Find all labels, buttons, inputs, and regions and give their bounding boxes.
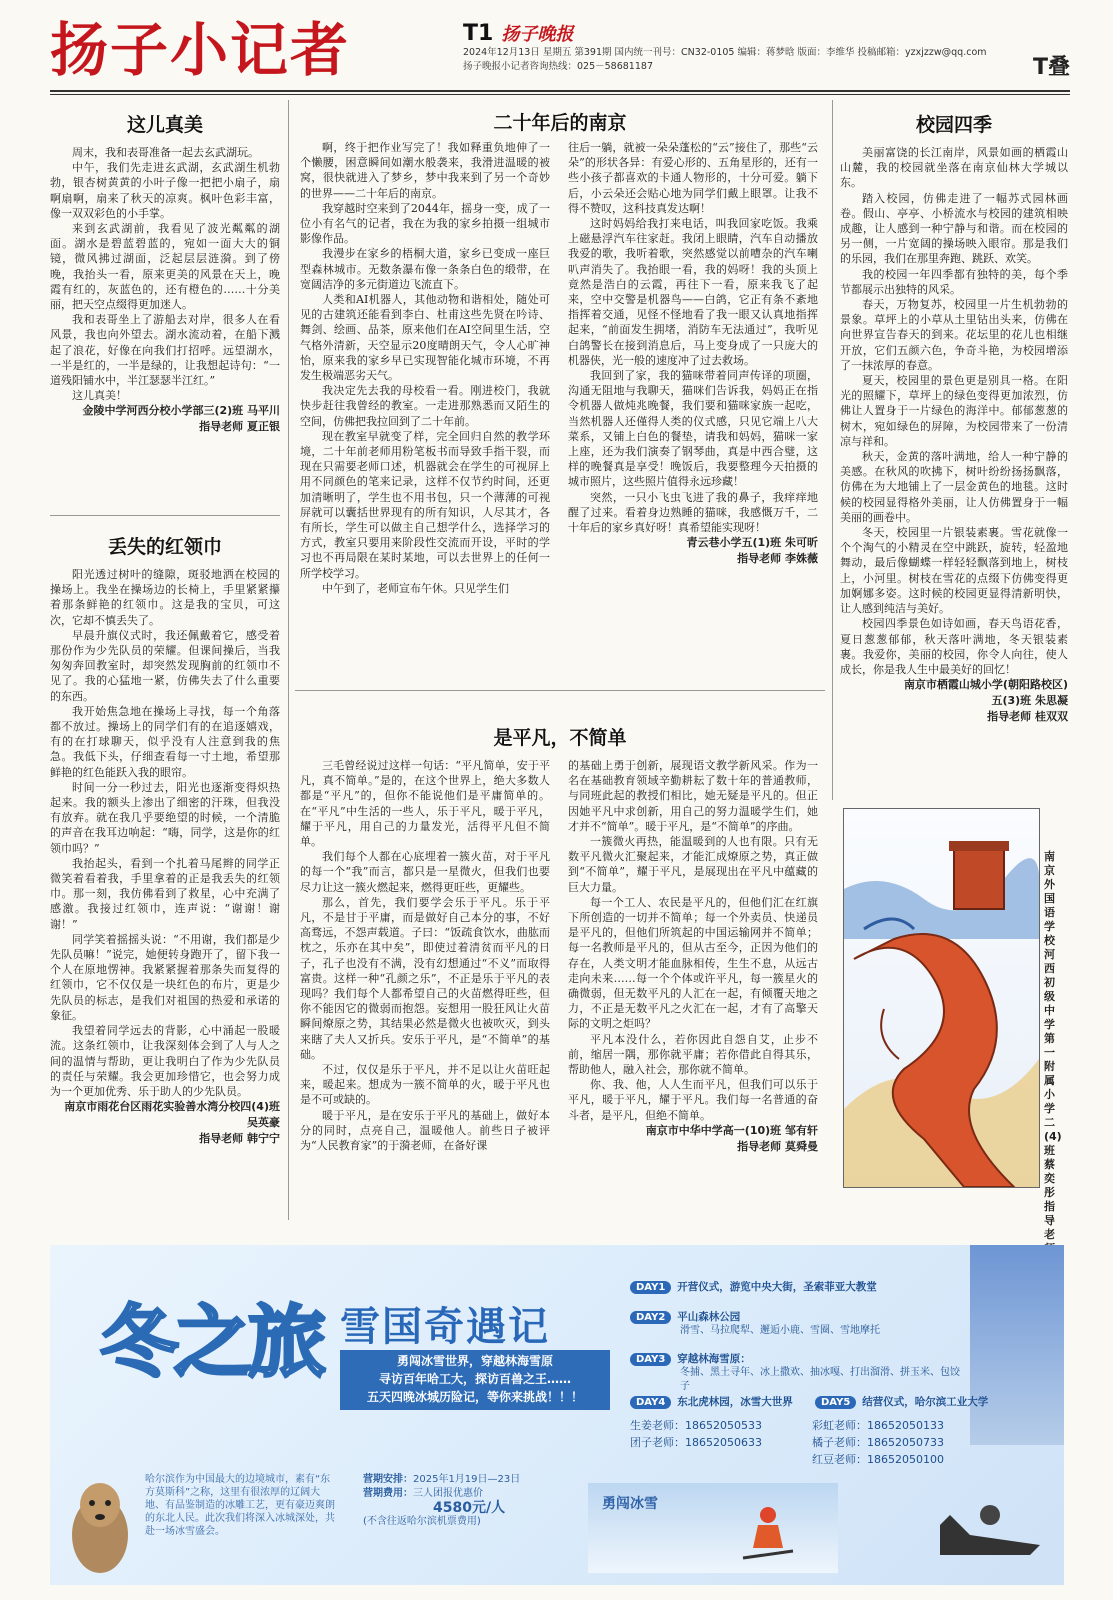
- slogan-line: 五天四晚冰城历险记，等你来挑战！！！: [366, 1390, 583, 1404]
- article-ordinary-col2: [568, 758, 818, 1155]
- paragraph: 冬天，校园里一片银装素裹。雪花就像一个个淘气的小精灵在空中跳跃，旋转，轻盈地舞动，最后像蝴蝶一样轻轻飘落到地上，树枝上，小河里。树枝在雪花的点缀下仿佛变得更加婀娜多姿。这时候的校园更显得清新明快，让人感到纯洁与美好。: [840, 526, 1068, 616]
- paragraph: 你、我、他，人人生而平凡，但我们可以乐于平凡，暖于平凡，耀于平凡。我们每一名普通的奋斗者，是平凡，但绝不简单。: [568, 1078, 818, 1122]
- deer-icon: [60, 1465, 140, 1580]
- day-text: 结营仪式，哈尔滨工业大学: [862, 1396, 989, 1408]
- day-item: [630, 1347, 960, 1394]
- contact-name: 彩虹老师：: [812, 1419, 867, 1432]
- article-ordinary: [295, 723, 825, 750]
- paragraph: 人类和AI机器人，其他动物和谐相处，随处可见的古建筑还能看到李白、杜甫这些先贤在吟诗、舞剑、绘画、品茶，原来他们在AI空间里生活，空气格外清新，天空显示20度晴朗天气，令人心旷神怡，原来我的家乡早已实现智能化城市环境，不再发生极端恶劣天气。: [300, 293, 550, 383]
- day-tag: DAY5: [815, 1396, 856, 1409]
- masthead: [50, 14, 1070, 86]
- artwork-caption: 南京外国语学校河西初级中学第一附属小学二(4)班 蔡奕彤 指导老: [1044, 850, 1062, 1241]
- contact-phone: 18652050633: [685, 1436, 762, 1449]
- column-divider: [288, 100, 289, 1220]
- paragraph: 一簇微火再热，能温暖到的人也有限。只有无数平凡微火汇聚起来，才能汇成燎原之势，真正做到“不简单”，耀于平凡，是展现出在平凡中蕴藏的巨大力量。: [568, 835, 818, 894]
- slogan-line: 寻访百年哈工大，探访百兽之王……: [378, 1372, 571, 1386]
- school-byline: 南京市栖霞山城小学(朝阳路校区): [903, 678, 1068, 692]
- day-item: [815, 1390, 1055, 1409]
- trip-price: 4580元/人: [433, 1500, 506, 1516]
- paragraph: 我回到了家，我的猫咪带着同声传译的项圈，沟通无阻地与我聊天，猫咪们告诉我，妈妈正在指令机器人做炖兆晚餐，我们要和猫咪家族一起吃，当然机器人还僅得人类的仪式感，只见它端上八大菜系，又铺上白色的餐垫，请我和妈妈，猫咪一家上座，还为我们演奏了钢琴曲，真是中西合璧，这样的晚餐真是享受！晚饭后，我要整理今天拍摄的城市照片，这些照片值得永远珍藏！: [568, 369, 818, 489]
- snowmobile-icon: [930, 1485, 1050, 1575]
- ad-slogan: [340, 1350, 610, 1410]
- day-item: [630, 1305, 960, 1338]
- paragraph: 这儿真美！: [72, 389, 127, 403]
- paragraph: 我们每个人都在心底埋着一簇火苗，对于平凡的每一个“我”而言，都只是一星微火，但我们也要尽力让这一簇火燃起来，燃得更旺些，更耀些。: [300, 850, 550, 894]
- paragraph: 时间一分一秒过去，阳光也逐渐变得炽热起来。我的额头上渗出了细密的汗珠，但我没有放弃。就在我几乎要绝望的时候，一个清脆的声音在我耳边响起：“嗨，同学，这是你的红领巾吗？”: [50, 780, 280, 855]
- teacher-byline: 指导老师 夏正银: [199, 420, 280, 434]
- paragraph: 三毛曾经说过这样一句话：“平凡简单，安于平凡，真不简单。”是的，在这个世界上，绝大多数人都是“平凡”的，但你不能说他们是平庸简单的。在“平凡”中生活的一些人，乐于平凡，暖于平凡，耀于平凡，用自己的力量发光，活得平凡但不简单。: [300, 759, 550, 849]
- article-title: 校园四季: [915, 114, 992, 136]
- paragraph: 啊，终于把作业写完了！我如释重负地伸了一个懒腰，困意瞬间如潮水般袭来，我滑进温暖的被窝，很快就进入了梦乡，梦中我来到了另一个奇妙的世界——二十年后的南京。: [300, 141, 550, 200]
- contact-phone: 18652050133: [867, 1419, 944, 1432]
- ice-building-image: [970, 1245, 1064, 1445]
- paragraph: 现在教室早就变了样，完全回归自然的教学环境，二十年前老师用粉笔板书而导致手指干裂，而现在只需要老师口述，机器就会在学生的可视屏上用不同颜色的笔来记录，这样不仅节约时间，还更加清晰明了，学生也不用书包，只一个薄薄的可视屏就可以囊括世界现有的所有知识，人尽其才，各有所长，学生可以做主自己想学什么，选择学习的方式，教室只要用来阶段性交流而开设，平时的学习也不再局限在某时某地，可以去世界上的任何一所学校学习。: [300, 429, 550, 580]
- paragraph: 春天，万物复苏，校园里一片生机勃勃的景象。草坪上的小草从土里钻出头来，仿佛在向世界宣告春天的到来。花坛里的花儿也相继开放，它们五颜六色，争奇斗艳，为校园增添了一抹浓厚的春意。: [840, 298, 1068, 372]
- paragraph: 早晨升旗仪式时，我还佩戴着它，感受着那份作为少先队员的荣耀。但课间操后，当我匆匆奔回教室时，却突然发现胸前的红领巾不见了。我的心猛地一紧，仿佛失去了什么重要的东西。: [50, 628, 280, 703]
- skiing-photo: [588, 1483, 838, 1573]
- teacher-byline: 指导老师 韩宁宁: [199, 1132, 280, 1146]
- day-item: [630, 1275, 960, 1294]
- page-number: T1: [463, 21, 494, 46]
- paragraph: 秋天，金黄的落叶满地，给人一种宁静的美感。在秋风的吹拂下，树叶纷纷扬扬飘落，仿佛在为大地铺上了一层金黄色的地毯。这时候的校园显得格外美丽，让人仿佛置身于一幅美丽的画卷中。: [840, 450, 1068, 524]
- paragraph: 我开始焦急地在操场上寻找，每一个角落都不放过。操场上的同学们有的在追逐嬉戏，有的在打球聊天，似乎没有人注意到我的焦急。我低下头，仔细查看每一寸土地，希望那鲜艳的红色能跃入我的眼帘。: [50, 704, 280, 779]
- trip-fee-label: 营期费用：: [363, 1488, 413, 1499]
- teacher-byline: 指导老师 李姝薇: [737, 552, 818, 566]
- paragraph: 周末，我和表哥准备一起去玄武湖玩。: [72, 146, 259, 159]
- column-divider: [832, 100, 833, 800]
- day-tag: DAY3: [630, 1353, 671, 1366]
- paragraph: 夏天，校园里的景色更是别具一格。在阳光的照耀下，草坪上的绿色变得更加浓烈，仿佛让人置身于一片绿色的海洋中。郁郁葱葱的树木，宛如绿色的屏障，为校园带来了一份清凉与祥和。: [840, 374, 1068, 448]
- contact-name: 红豆老师：: [812, 1453, 867, 1466]
- ad-trip-info: [363, 1473, 603, 1529]
- author-byline: 青云巷小学五(1)班 朱可昕: [686, 536, 818, 550]
- contact-phone: 18652050733: [867, 1436, 944, 1449]
- paragraph: 中午，我们先走进玄武湖，玄武湖生机勃勃，银杏树黄黄的小叶子像一把把小扇子，扇啊扇啊，扇来了秋天的凉爽。枫叶色彩丰富，像一双双彩色的小手掌。: [50, 161, 280, 220]
- paragraph: 来到玄武湖前，我看见了波光粼粼的湖面。湖水是碧蓝碧蓝的，宛如一面大大的铜镜，微风拂过湖面，泛起层层涟漪。到了傍晚，我抬头一看，原来更美的风景在天上，晚霞有红的，灰蓝色的，还有橙色的……十分美丽，把天空点缀得更加迷人。: [50, 222, 280, 312]
- contacts-left: [630, 1417, 762, 1451]
- paragraph: 我抬起头，看到一个扎着马尾辫的同学正微笑着看着我，手里拿着的正是我丢失的红领巾。那一刻，我仿佛看到了救星，心中充满了感激。我接过红领巾，连声说：“谢谢！谢谢！”: [50, 856, 280, 931]
- article-red-scarf: [50, 532, 280, 1147]
- ad-description: 哈尔滨作为中国最大的边境城市，素有“东方莫斯科”之称，这里有很浓厚的辽阔大地、有品鉴制造的冰雕工艺，更有豪迈爽朗的东北人民。此次我们将深入冰城深处，共赴一场冰雪盛会。: [145, 1474, 335, 1537]
- article-title: 是平凡，不简单: [493, 727, 627, 749]
- day-sub: 冬捕、黑土寻年、冰上撒欢、抽冰嘎、打出溜滑、拼玉米、包饺子: [680, 1367, 960, 1392]
- header-rule: [50, 90, 1070, 92]
- trip-fee: 三人团报优惠价: [413, 1488, 483, 1499]
- paragraph: 暖于平凡，是在安乐于平凡的基础上，做好本分的同时，点亮自己，温暖他人。前些日子被评为“人民教育家”的于漪老师，在备好课: [300, 1108, 550, 1153]
- contact-name: 生姜老师：: [630, 1419, 685, 1432]
- day-tag: DAY4: [630, 1396, 671, 1409]
- author-byline: 南京市中华中学高一(10)班 邹有轩: [645, 1123, 818, 1137]
- great-wall-drawing: [844, 809, 1039, 1187]
- trip-time-label: 营期安排：: [363, 1474, 413, 1485]
- hotline: 扬子晚报小记者咨询热线：025－58681187: [463, 61, 653, 72]
- paragraph: 校园四季景色如诗如画，春天鸟语花香，夏日葱葱郁郁，秋天落叶满地，冬天银装素裹。我爱你，美丽的校园，你令人向往，使人成长，你是我人生中最美好的回忆！: [840, 617, 1068, 676]
- day-text: 平山森林公园: [677, 1311, 741, 1323]
- article-seasons: [840, 110, 1068, 725]
- day-text: 穿越林海雪原：: [677, 1353, 751, 1365]
- trip-time: 2025年1月19日—23日: [413, 1474, 521, 1485]
- travel-ad: [50, 1245, 1064, 1585]
- ad-subtitle: 雪国奇遇记: [340, 1304, 550, 1350]
- paragraph: 往后一躺，就被一朵朵蓬松的“云”接住了，那些“云朵”的形状各异：有爱心形的、五角星形的，还有一些小孩子都喜欢的卡通人物形的，十分可爱。躺下后，小云朵还会贴心地为同学们戴上眼罩。让我不得不赞叹，这科技真发达啊！: [568, 141, 818, 215]
- contacts-right: [812, 1417, 944, 1468]
- paragraph: 每一个工人、农民是平凡的，但他们汇在红旗下所创造的一切并不简单；每一个外卖员、快递员是平凡的，但他们所筑起的中国运输网并不简单；每一名教师是平凡的，但从古至今，正因为他们的存在，人类文明才能血脉相传，生生不息，从远古走向未来……每一个个体或许平凡，每一簇星火的确微弱，但无数平凡的人汇在一起，有倾覆天地之力，不正是无数平凡之火汇在一起，才有了高擎天际的文明之炬吗？: [568, 895, 818, 1031]
- paragraph: 同学笑着摇摇头说：“不用谢，我们都是少先队员嘛！”说完，她便转身跑开了，留下我一个人在原地愣神。我紧紧握着那条失而复得的红领巾，它不仅仅是一块红色的布片，更是少先队员的标志，是我们对祖国的热爱和承诺的象征。: [50, 932, 280, 1022]
- article-title: 这儿真美: [126, 114, 203, 136]
- paragraph: 我漫步在家乡的梧桐大道，家乡已变成一座巨型森林城市。无数条瀑布像一条条白色的缎带，在宽阔洁净的多元街道边飞流直下。: [300, 247, 550, 291]
- ad-big-title: 冬之旅: [100, 1298, 323, 1388]
- day-item: [630, 1390, 810, 1409]
- contact-phone: 18652050100: [867, 1453, 944, 1466]
- paragraph: 的基础上勇于创新，展现语文教学新风采。作为一名在基础教育领域辛勤耕耘了数十年的普通教师，与同班此起的教授们相比，她无疑是平凡的。但正因她平凡中求创新，用自己的努力温暖学生们，她才并不“简单”。暖于平凡，是“不简单”的序曲。: [568, 759, 818, 833]
- section-divider: [295, 690, 825, 691]
- newspaper-logo: 扬子晚报: [501, 24, 574, 45]
- paragraph: 阳光透过树叶的缝隙，斑驳地洒在校园的操场上。我坐在操场边的长椅上，手里紧紧攥着那条鲜艳的红领巾。这是我的宝贝，可这次，它却不慎丢失了。: [50, 568, 280, 627]
- photo-label: 勇闯冰雪: [602, 1496, 658, 1512]
- paragraph: 我望着同学远去的背影，心中涌起一股暖流。这条红领巾，让我深刻体会到了人与人之间的温情与帮助，更让我明白了作为少先队员的责任与荣耀。我会更加珍惜它，也会努力成为一个更加优秀、乐于助人的少先队员。: [50, 1024, 280, 1098]
- paragraph: 踏入校园，仿佛走进了一幅苏式园林画卷。假山、亭亭、小桥流水与校园的建筑相映成趣，让人感到一种宁静与和谐。而在校园的另一侧，一片宽阔的操场映入眼帘。那是我们的乐园，我们在那里奔跑、跳跃、欢笑。: [840, 191, 1068, 266]
- teacher-byline: 指导老师 桂双双: [987, 710, 1068, 724]
- article-nanjing-col2: [568, 140, 818, 567]
- contact-name: 橘子老师：: [812, 1436, 867, 1449]
- day-text: 东北虎林园，冰雪大世界: [677, 1396, 793, 1408]
- section-divider: [50, 515, 280, 516]
- author-byline: 金陵中学河西分校小学部三(2)班 马平川: [82, 404, 280, 418]
- article-ordinary-col1: [300, 758, 550, 1153]
- issue-meta: 2024年12月13日 星期五 第391期 国内统一刊号：CN32-0105 编辑：蒋梦晗 版面：李维华 投稿邮箱：yzxjzzw@qq.com: [463, 47, 987, 58]
- article-title: 二十年后的南京: [493, 112, 627, 134]
- paragraph: 我的校园一年四季都有独特的美，每个季节都展示出独特的风采。: [840, 267, 1068, 296]
- article-nanjing: [295, 108, 825, 135]
- header-rule-thin: [50, 94, 1070, 95]
- author-byline: 五(3)班 朱思凝: [991, 694, 1068, 708]
- teacher-byline: 指导老师 莫舜曼: [737, 1139, 818, 1153]
- contact-phone: 18652050533: [685, 1419, 762, 1432]
- author-byline: 南京市雨花台区雨花实验善水湾分校四(4)班 吴英豪: [64, 1100, 280, 1130]
- slogan-line: 勇闯冰雪世界，穿越林海雪原: [396, 1354, 553, 1368]
- trip-note: (不含往返哈尔滨机票费用): [363, 1516, 481, 1527]
- student-artwork: [843, 808, 1040, 1188]
- paragraph: 突然，一只小飞虫飞进了我的鼻子，我痒痒地醒了过来。看着身边熟睡的猫咪，我感慨万千，二十年后的家乡真好呀！真希望能实现呀！: [568, 490, 818, 535]
- paragraph: 美丽富饶的长江南岸，风景如画的栖霞山山麓，我的校园就坐落在南京仙林大学城以东。: [840, 146, 1068, 190]
- paragraph: 平凡本没什么，若你因此自怨自艾，止步不前，缩居一隅，那你就平庸；若你借此自得其乐，帮助他人，融入社会，那你就不简单。: [568, 1032, 818, 1077]
- day-tag: DAY2: [630, 1311, 671, 1324]
- paragraph: 不过，仅仅是乐于平凡，并不足以让火苗旺起来，暖起来。想成为一簇不简单的火，暖于平凡也是不可或缺的。: [300, 1063, 550, 1107]
- contact-name: 团子老师：: [630, 1436, 685, 1449]
- article-nanjing-col1: [300, 140, 550, 596]
- edition-label: T叠: [1032, 55, 1070, 80]
- paragraph: 我决定先去我的母校看一看。刚进校门，我就快步赶往我曾经的教室。一走进那熟悉而又陌生的空间，仿佛把我拉回到了二十年前。: [300, 384, 550, 428]
- paragraph: 我和表哥坐上了游船去对岸，很多人在看风景，我也向外望去。湖水流动着，在船下溅起了浪花，好像在向我们打招呼。远望湖水，一半是红的，一半是绿的，让我想起诗句：“一道残阳铺水中，半江瑟瑟半江红。”: [50, 313, 280, 388]
- article-title: 丢失的红领巾: [107, 536, 222, 558]
- day-sub: 滑雪、马拉爬犁、邂逅小鹿、雪圈、雪地摩托: [680, 1325, 880, 1336]
- day-text: 开营仪式，游览中央大街，圣索菲亚大教堂: [677, 1281, 877, 1293]
- day-tag: DAY1: [630, 1281, 671, 1294]
- paragraph: 中午到了，老师宣布午休。只见学生们: [322, 581, 509, 595]
- article-zhe-er: [50, 110, 280, 435]
- paragraph: 这时妈妈给我打来电话，叫我回家吃饭。我乘上磁悬浮汽车往家赶。我闭上眼睛，汽车自动播放我爱的歌，我听着歌，突然感觉以前嘈杂的汽车喇叭声消失了。我抬眼一看，我的妈呀！我的头顶上竟然是浩白的云霞，再往下一看，原来我飞了起来，空中交警是机器鸟——白鸽，它正有条不紊地指挥着交通，见怪不怪地看了我一眼又认真地指挥起来，“前面发生拥堵，消防车无法通过”，我听见白鸽警长在接到消息后，马上变身成了一只庞大的机器侠，光一般的速度冲了过去救场。: [568, 217, 818, 367]
- masthead-info: [463, 20, 1063, 74]
- paragraph: 我穿越时空来到了2044年，摇身一变，成了一位小有名气的记者，我在为我的家乡拍摄一组城市影像作品。: [300, 201, 550, 246]
- paragraph: 那么，首先，我们要学会乐于平凡。乐于平凡，不是甘于平庸，而是做好自己本分的事，不好高骛远，不怨声载道。子曰：“饭疏食饮水，曲肱而枕之，乐亦在其中矣”，即使过着清贫而平凡的日子，孔子也没有不满，没有幻想通过“不义”而取得富贵。这样一种“孔颜之乐”，不正是乐于平凡的表现吗？我们每个人都希望自己的火苗燃得旺些，但你不能因它的微弱而抱怨。妄想用一股狂风让火苗瞬间燎原之势，其结果必然是微火也被吹灭，到头来瞎了夫人又折兵。安乐于平凡，是“不简单”的基础。: [300, 895, 550, 1061]
- skier-icon: [738, 1503, 798, 1563]
- masthead-title: 扬子小记者: [50, 16, 351, 84]
